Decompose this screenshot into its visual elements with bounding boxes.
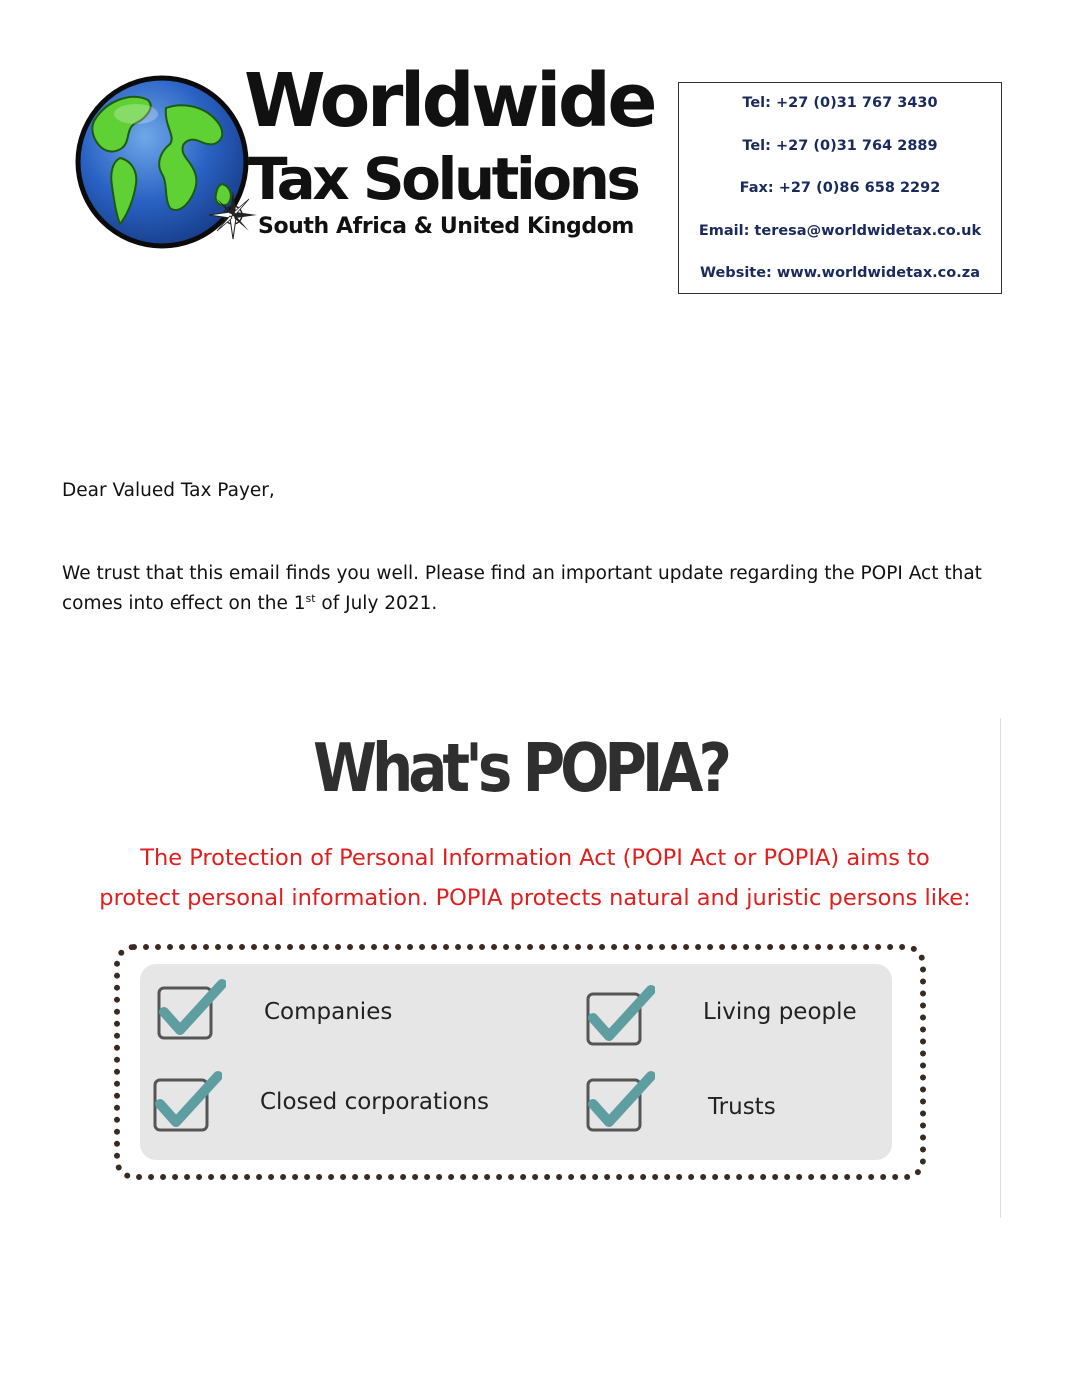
checkbox-checked-icon (585, 984, 655, 1048)
checkbox-checked-icon (585, 1070, 655, 1134)
item-label-living-people: Living people (703, 999, 857, 1025)
website-link[interactable]: Website: www.worldwidetax.co.za (700, 265, 980, 281)
checkbox-checked-icon (152, 1070, 222, 1134)
item-label-closed-corporations: Closed corporations (260, 1089, 490, 1115)
popia-intro-line-1: The Protection of Personal Information Act (POPI Act or POPIA) aims to (140, 845, 930, 871)
checkbox-checked-icon (156, 978, 226, 1042)
logo-text-tax-solutions: Tax Solutions (248, 145, 638, 213)
letter-greeting: Dear Valued Tax Payer, (62, 480, 275, 501)
email-link[interactable]: Email: teresa@worldwidetax.co.uk (698, 222, 982, 239)
letter-paragraph-text: We trust that this email finds you well. Please find an important update regarding the POPI Act that comes into effect on the 1 (62, 563, 982, 614)
item-label-trusts: Trusts (708, 1094, 776, 1120)
logo-text-worldwide: Worldwide (244, 58, 655, 144)
popia-heading: What's POPIA? (312, 728, 728, 808)
ordinal-suffix: st (305, 591, 316, 605)
persons-panel (140, 964, 892, 1160)
fax-number: Fax: +27 (0)86 658 2292 (739, 180, 941, 196)
telephone-1[interactable]: Tel: +27 (0)31 767 3430 (742, 95, 938, 111)
telephone-2[interactable]: Tel: +27 (0)31 764 2889 (742, 137, 938, 154)
logo-tagline: South Africa & United Kingdom (258, 214, 634, 239)
contact-details-box (678, 82, 1002, 294)
letter-paragraph (62, 559, 1002, 619)
company-logo (72, 58, 662, 252)
item-label-companies: Companies (264, 999, 393, 1025)
popia-intro-line-2: protect personal information. POPIA protects natural and juristic persons like: (99, 885, 971, 911)
popia-intro (60, 838, 1010, 918)
letter-paragraph-end: of July 2021. (315, 593, 438, 614)
